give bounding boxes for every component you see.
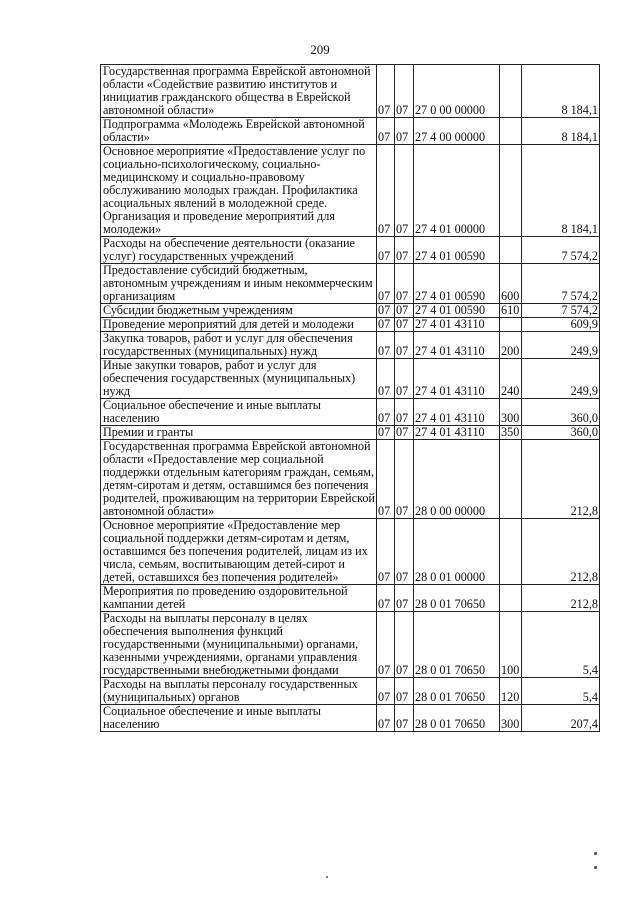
table-row xyxy=(101,237,600,264)
row-amount: 360,0 xyxy=(522,399,600,426)
row-amount: 5,4 xyxy=(522,612,600,678)
row-name: Премии и гранты xyxy=(101,426,377,440)
row-rz: 07 xyxy=(377,264,395,304)
row-vr xyxy=(500,145,522,237)
row-csr: 27 4 01 00000 xyxy=(414,145,500,237)
table-row xyxy=(101,359,600,399)
row-vr: 120 xyxy=(500,678,522,705)
row-amount: 249,9 xyxy=(522,332,600,359)
row-pr: 07 xyxy=(395,519,414,585)
row-vr xyxy=(500,519,522,585)
row-name: Расходы на выплаты персоналу государственных (муниципальных) органов xyxy=(101,678,377,705)
row-rz: 07 xyxy=(377,65,395,118)
table-row xyxy=(101,705,600,732)
row-name: Государственная программа Еврейской автономной области «Содействие развитию институтов и инициатив гражданского общества в Еврейской автономной области» xyxy=(101,65,377,118)
row-csr: 27 4 01 00590 xyxy=(414,304,500,318)
row-csr: 28 0 00 00000 xyxy=(414,440,500,519)
row-amount: 8 184,1 xyxy=(522,118,600,145)
row-name: Проведение мероприятий для детей и молодежи xyxy=(101,318,377,332)
row-amount: 7 574,2 xyxy=(522,304,600,318)
row-pr: 07 xyxy=(395,399,414,426)
row-rz: 07 xyxy=(377,399,395,426)
row-csr: 28 0 01 00000 xyxy=(414,519,500,585)
page-number: 209 xyxy=(310,42,330,57)
row-rz: 07 xyxy=(377,440,395,519)
row-pr: 07 xyxy=(395,705,414,732)
row-pr: 07 xyxy=(395,332,414,359)
row-rz: 07 xyxy=(377,332,395,359)
row-rz: 07 xyxy=(377,705,395,732)
row-amount: 212,8 xyxy=(522,585,600,612)
row-vr: 100 xyxy=(500,612,522,678)
row-pr: 07 xyxy=(395,264,414,304)
row-pr: 07 xyxy=(395,612,414,678)
row-csr: 28 0 01 70650 xyxy=(414,705,500,732)
table-row xyxy=(101,440,600,519)
row-rz: 07 xyxy=(377,426,395,440)
row-pr: 07 xyxy=(395,145,414,237)
budget-table-body xyxy=(101,65,600,732)
row-vr: 610 xyxy=(500,304,522,318)
row-rz: 07 xyxy=(377,318,395,332)
row-rz: 07 xyxy=(377,237,395,264)
row-amount: 7 574,2 xyxy=(522,264,600,304)
row-vr xyxy=(500,585,522,612)
table-row xyxy=(101,612,600,678)
table-row xyxy=(101,304,600,318)
table-row xyxy=(101,264,600,304)
row-pr: 07 xyxy=(395,440,414,519)
row-amount: 207,4 xyxy=(522,705,600,732)
row-vr xyxy=(500,118,522,145)
row-csr: 27 4 01 43110 xyxy=(414,359,500,399)
row-csr: 27 0 00 00000 xyxy=(414,65,500,118)
row-name: Основное мероприятие «Предоставление услуг по социально-психологическому, социально-медицинскому и социально-правовому обслуживанию молодых граждан. Профилактика асоциальных явлений в молодежной среде. Организация и проведение мероприятий для молодежи» xyxy=(101,145,377,237)
row-rz: 07 xyxy=(377,678,395,705)
row-vr: 300 xyxy=(500,399,522,426)
row-csr: 28 0 01 70650 xyxy=(414,678,500,705)
row-name: Закупка товаров, работ и услуг для обеспечения государственных (муниципальных) нужд xyxy=(101,332,377,359)
row-name: Мероприятия по проведению оздоровительной кампании детей xyxy=(101,585,377,612)
row-amount: 212,8 xyxy=(522,519,600,585)
row-vr xyxy=(500,318,522,332)
table-row xyxy=(101,145,600,237)
row-rz: 07 xyxy=(377,304,395,318)
row-vr: 600 xyxy=(500,264,522,304)
row-vr xyxy=(500,65,522,118)
budget-table xyxy=(100,64,600,732)
table-row xyxy=(101,332,600,359)
row-vr: 300 xyxy=(500,705,522,732)
row-csr: 27 4 01 00590 xyxy=(414,237,500,264)
row-name: Расходы на выплаты персоналу в целях обеспечения выполнения функций государственными (муниципальными) органами, казенными учреждениями, органами управления государственными внебюджетными фондами xyxy=(101,612,377,678)
table-row xyxy=(101,65,600,118)
row-csr: 27 4 01 43110 xyxy=(414,332,500,359)
row-csr: 28 0 01 70650 xyxy=(414,585,500,612)
table-row xyxy=(101,399,600,426)
scan-speck xyxy=(594,852,597,855)
row-name: Предоставление субсидий бюджетным, автономным учреждениям и иным некоммерческим организациям xyxy=(101,264,377,304)
row-pr: 07 xyxy=(395,585,414,612)
table-row xyxy=(101,519,600,585)
row-csr: 27 4 01 43110 xyxy=(414,318,500,332)
row-name: Иные закупки товаров, работ и услуг для обеспечения государственных (муниципальных) нужд xyxy=(101,359,377,399)
row-vr xyxy=(500,440,522,519)
row-pr: 07 xyxy=(395,118,414,145)
row-pr: 07 xyxy=(395,359,414,399)
table-row xyxy=(101,426,600,440)
row-csr: 27 4 00 00000 xyxy=(414,118,500,145)
row-rz: 07 xyxy=(377,145,395,237)
row-amount: 8 184,1 xyxy=(522,145,600,237)
table-row xyxy=(101,585,600,612)
row-name: Основное мероприятие «Предоставление мер социальной поддержки детям-сиротам и детям, оставшимся без попечения родителей, лицам из их числа, семьям, воспитывающим детей-сирот и детей, оставшихся без попечения родителей» xyxy=(101,519,377,585)
row-csr: 27 4 01 43110 xyxy=(414,426,500,440)
row-name: Социальное обеспечение и иные выплаты населению xyxy=(101,399,377,426)
row-rz: 07 xyxy=(377,612,395,678)
row-amount: 249,9 xyxy=(522,359,600,399)
row-name: Государственная программа Еврейской автономной области «Предоставление мер социальной поддержки отдельным категориям граждан, семьям, детям-сиротам и детям, оставшимся без попечения родителей, проживающим на территории Еврейской автономной области» xyxy=(101,440,377,519)
row-amount: 8 184,1 xyxy=(522,65,600,118)
row-name: Субсидии бюджетным учреждениям xyxy=(101,304,377,318)
table-row xyxy=(101,318,600,332)
row-pr: 07 xyxy=(395,237,414,264)
row-csr: 27 4 01 43110 xyxy=(414,399,500,426)
row-amount: 7 574,2 xyxy=(522,237,600,264)
row-vr: 350 xyxy=(500,426,522,440)
scan-speck xyxy=(326,876,328,878)
row-amount: 212,8 xyxy=(522,440,600,519)
row-pr: 07 xyxy=(395,426,414,440)
row-name: Подпрограмма «Молодежь Еврейской автономной области» xyxy=(101,118,377,145)
row-csr: 28 0 01 70650 xyxy=(414,612,500,678)
row-amount: 5,4 xyxy=(522,678,600,705)
row-amount: 360,0 xyxy=(522,426,600,440)
row-name: Расходы на обеспечение деятельности (оказание услуг) государственных учреждений xyxy=(101,237,377,264)
table-row xyxy=(101,118,600,145)
row-rz: 07 xyxy=(377,118,395,145)
row-vr: 200 xyxy=(500,332,522,359)
row-pr: 07 xyxy=(395,304,414,318)
row-amount: 609,9 xyxy=(522,318,600,332)
row-rz: 07 xyxy=(377,519,395,585)
row-vr xyxy=(500,237,522,264)
row-rz: 07 xyxy=(377,585,395,612)
row-pr: 07 xyxy=(395,65,414,118)
table-row xyxy=(101,678,600,705)
row-name: Социальное обеспечение и иные выплаты населению xyxy=(101,705,377,732)
row-vr: 240 xyxy=(500,359,522,399)
row-rz: 07 xyxy=(377,359,395,399)
scan-speck xyxy=(594,866,597,869)
row-pr: 07 xyxy=(395,678,414,705)
row-pr: 07 xyxy=(395,318,414,332)
row-csr: 27 4 01 00590 xyxy=(414,264,500,304)
